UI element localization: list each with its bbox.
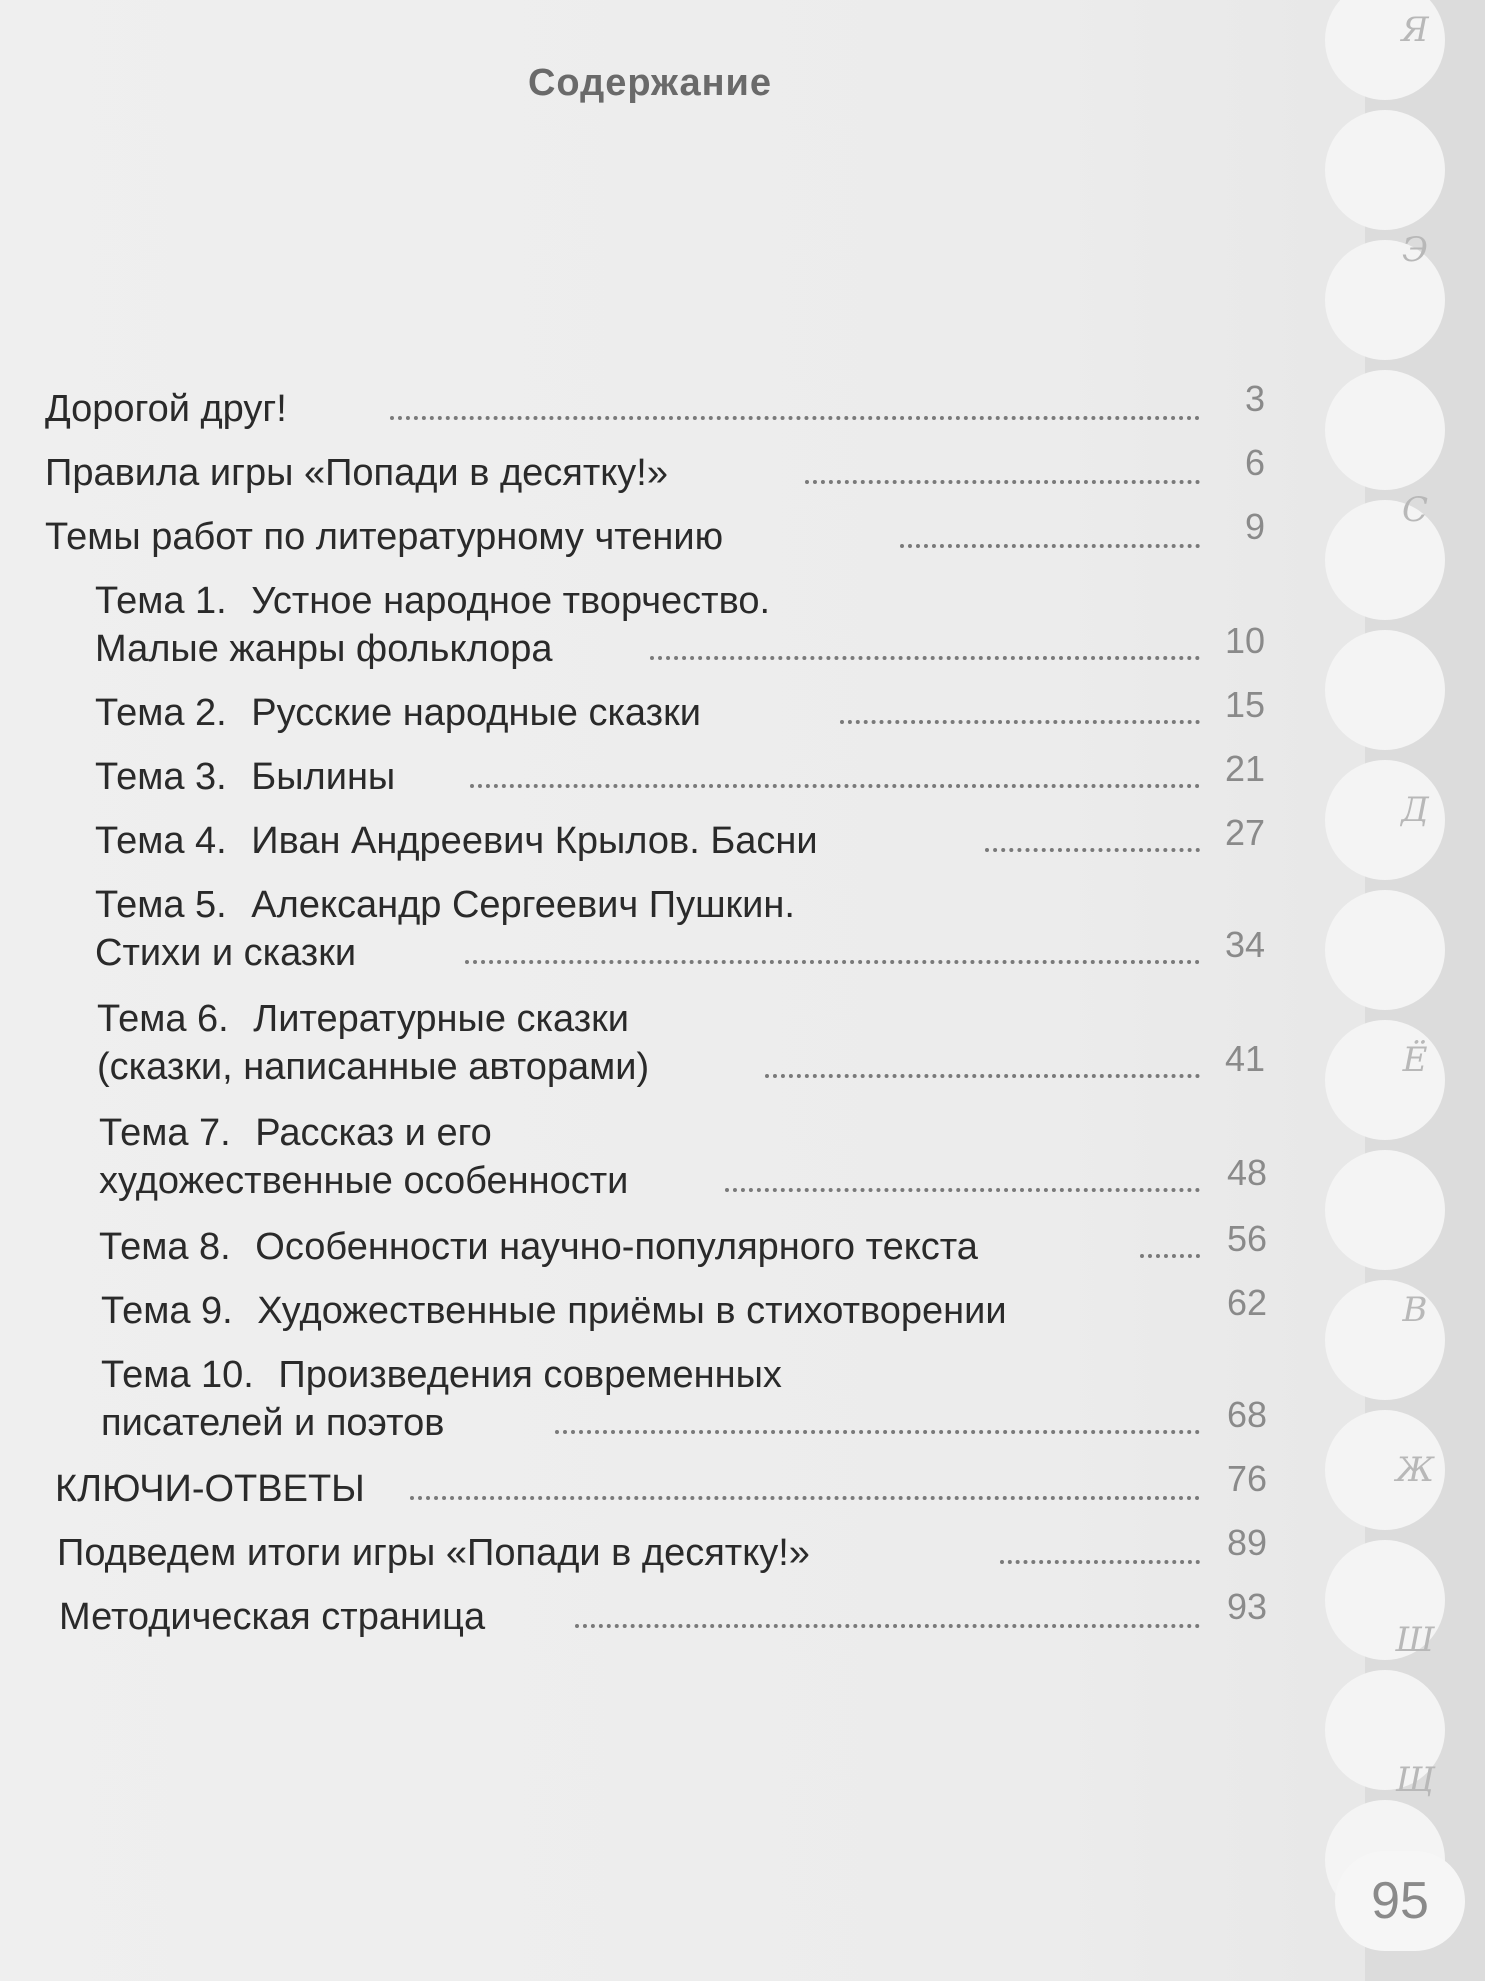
toc-page-number: 68 [1226, 1394, 1267, 1435]
decor-letter: Я [1401, 10, 1429, 50]
toc-leader-dots [650, 652, 1200, 660]
decor-letter: В [1402, 1290, 1428, 1330]
topic-label: Тема 10. [101, 1354, 254, 1396]
page-number: 95 [1335, 1851, 1465, 1951]
toc-entry-title: Подведем итоги игры «Попади в десятку!» [57, 1532, 810, 1574]
topic-title-line1: Иван Андреевич Крылов. Басни [251, 820, 818, 862]
toc-page-number: 41 [1224, 1038, 1265, 1079]
toc-page-number: 89 [1226, 1522, 1267, 1563]
toc-page-number: 48 [1226, 1152, 1267, 1193]
toc-leader-dots [1000, 1556, 1200, 1564]
topic-title-line2: писателей и поэтов [101, 1402, 445, 1444]
topic-title-line1: Особенности научно-популярного текста [255, 1226, 978, 1268]
toc-page-number: 27 [1224, 812, 1265, 853]
toc-entry-title [95, 756, 395, 799]
topic-title-line1: Русские народные сказки [251, 692, 701, 734]
topic-title-line1: Устное народное творчество. [251, 580, 771, 622]
toc-entry-title [95, 692, 701, 735]
toc-entry-title [99, 1226, 978, 1269]
decorative-side-border [1365, 0, 1485, 1981]
toc-entry-title: Темы работ по литературному чтению [45, 516, 724, 558]
decor-letter: Ш [1395, 1620, 1435, 1660]
decor-bubble [1325, 630, 1445, 750]
decor-letter: Ж [1395, 1450, 1435, 1490]
decor-letter: Щ [1395, 1760, 1435, 1800]
topic-label: Тема 5. [95, 884, 227, 926]
toc-leader-dots [410, 1492, 1200, 1500]
toc-page-number: 62 [1226, 1282, 1267, 1323]
toc-entry-title [101, 1354, 782, 1397]
toc-leader-dots [840, 716, 1200, 724]
toc-leader-dots [725, 1184, 1200, 1192]
topic-title-line1: Рассказ и его [255, 1112, 492, 1154]
toc-page-number: 56 [1226, 1218, 1267, 1259]
decor-letter: Д [1401, 790, 1429, 830]
topic-label: Тема 9. [101, 1290, 233, 1332]
topic-title-line1: Александр Сергеевич Пушкин. [251, 884, 795, 926]
toc-leader-dots [765, 1070, 1200, 1078]
topic-label: Тема 8. [99, 1226, 231, 1268]
toc-entry-title [97, 998, 629, 1041]
toc-leader-dots [465, 956, 1200, 964]
toc-leader-dots [805, 476, 1200, 484]
topic-title-line2: Стихи и сказки [95, 932, 357, 974]
topic-title-line1: Художественные приёмы в стихотворении [257, 1290, 1007, 1332]
topic-title-line1: Литературные сказки [253, 998, 629, 1040]
topic-label: Тема 3. [95, 756, 227, 798]
topic-label: Тема 4. [95, 820, 227, 862]
decor-bubble [1325, 1150, 1445, 1270]
topic-title-line1: Былины [251, 756, 396, 798]
topic-title-line2: (сказки, написанные авторами) [97, 1046, 650, 1088]
decor-bubble [1325, 890, 1445, 1010]
toc-leader-dots [900, 540, 1200, 548]
toc-entry-title: Дорогой друг! [45, 388, 287, 430]
decor-letter: Э [1401, 230, 1428, 270]
toc-page-number: 6 [1244, 442, 1265, 483]
toc-entry-title: Правила игры «Попади в десятку!» [45, 452, 668, 494]
decor-bubble [1325, 370, 1445, 490]
toc-page-number: 34 [1224, 924, 1265, 965]
decor-letter: С [1401, 490, 1428, 530]
page-title: Содержание [527, 62, 773, 104]
toc-entry-title: Методическая страница [59, 1596, 486, 1638]
toc-entry-title [95, 580, 770, 623]
toc-page-number: 10 [1224, 620, 1265, 661]
toc-entry-title [95, 884, 795, 927]
topic-label: Тема 7. [99, 1112, 231, 1154]
toc-leader-dots [555, 1426, 1200, 1434]
topic-label: Тема 1. [95, 580, 227, 622]
toc-leader-dots [575, 1620, 1200, 1628]
topic-title-line2: художественные особенности [99, 1160, 629, 1202]
toc-leader-dots [470, 780, 1200, 788]
decor-bubble [1325, 1020, 1445, 1140]
topic-label: Тема 6. [97, 998, 229, 1040]
decor-bubble [1325, 110, 1445, 230]
toc-leader-dots [390, 412, 1200, 420]
toc-leader-dots [1140, 1250, 1200, 1258]
toc-page-number: 15 [1224, 684, 1265, 725]
toc-entry-title [99, 1112, 492, 1155]
toc-entry-title [95, 820, 818, 863]
topic-label: Тема 2. [95, 692, 227, 734]
topic-title-line1: Произведения современных [278, 1354, 782, 1396]
toc-page-number: 76 [1226, 1458, 1267, 1499]
toc-leader-dots [985, 844, 1200, 852]
toc-entry-title: КЛЮЧИ-ОТВЕТЫ [55, 1468, 365, 1510]
decor-letter: Ё [1402, 1040, 1428, 1080]
toc-page-number: 3 [1244, 378, 1265, 419]
toc-page-number: 93 [1226, 1586, 1267, 1627]
toc-page-number: 9 [1244, 506, 1265, 547]
toc-page-number: 21 [1224, 748, 1265, 789]
toc-entry-title [101, 1290, 1007, 1333]
topic-title-line2: Малые жанры фольклора [95, 628, 553, 670]
